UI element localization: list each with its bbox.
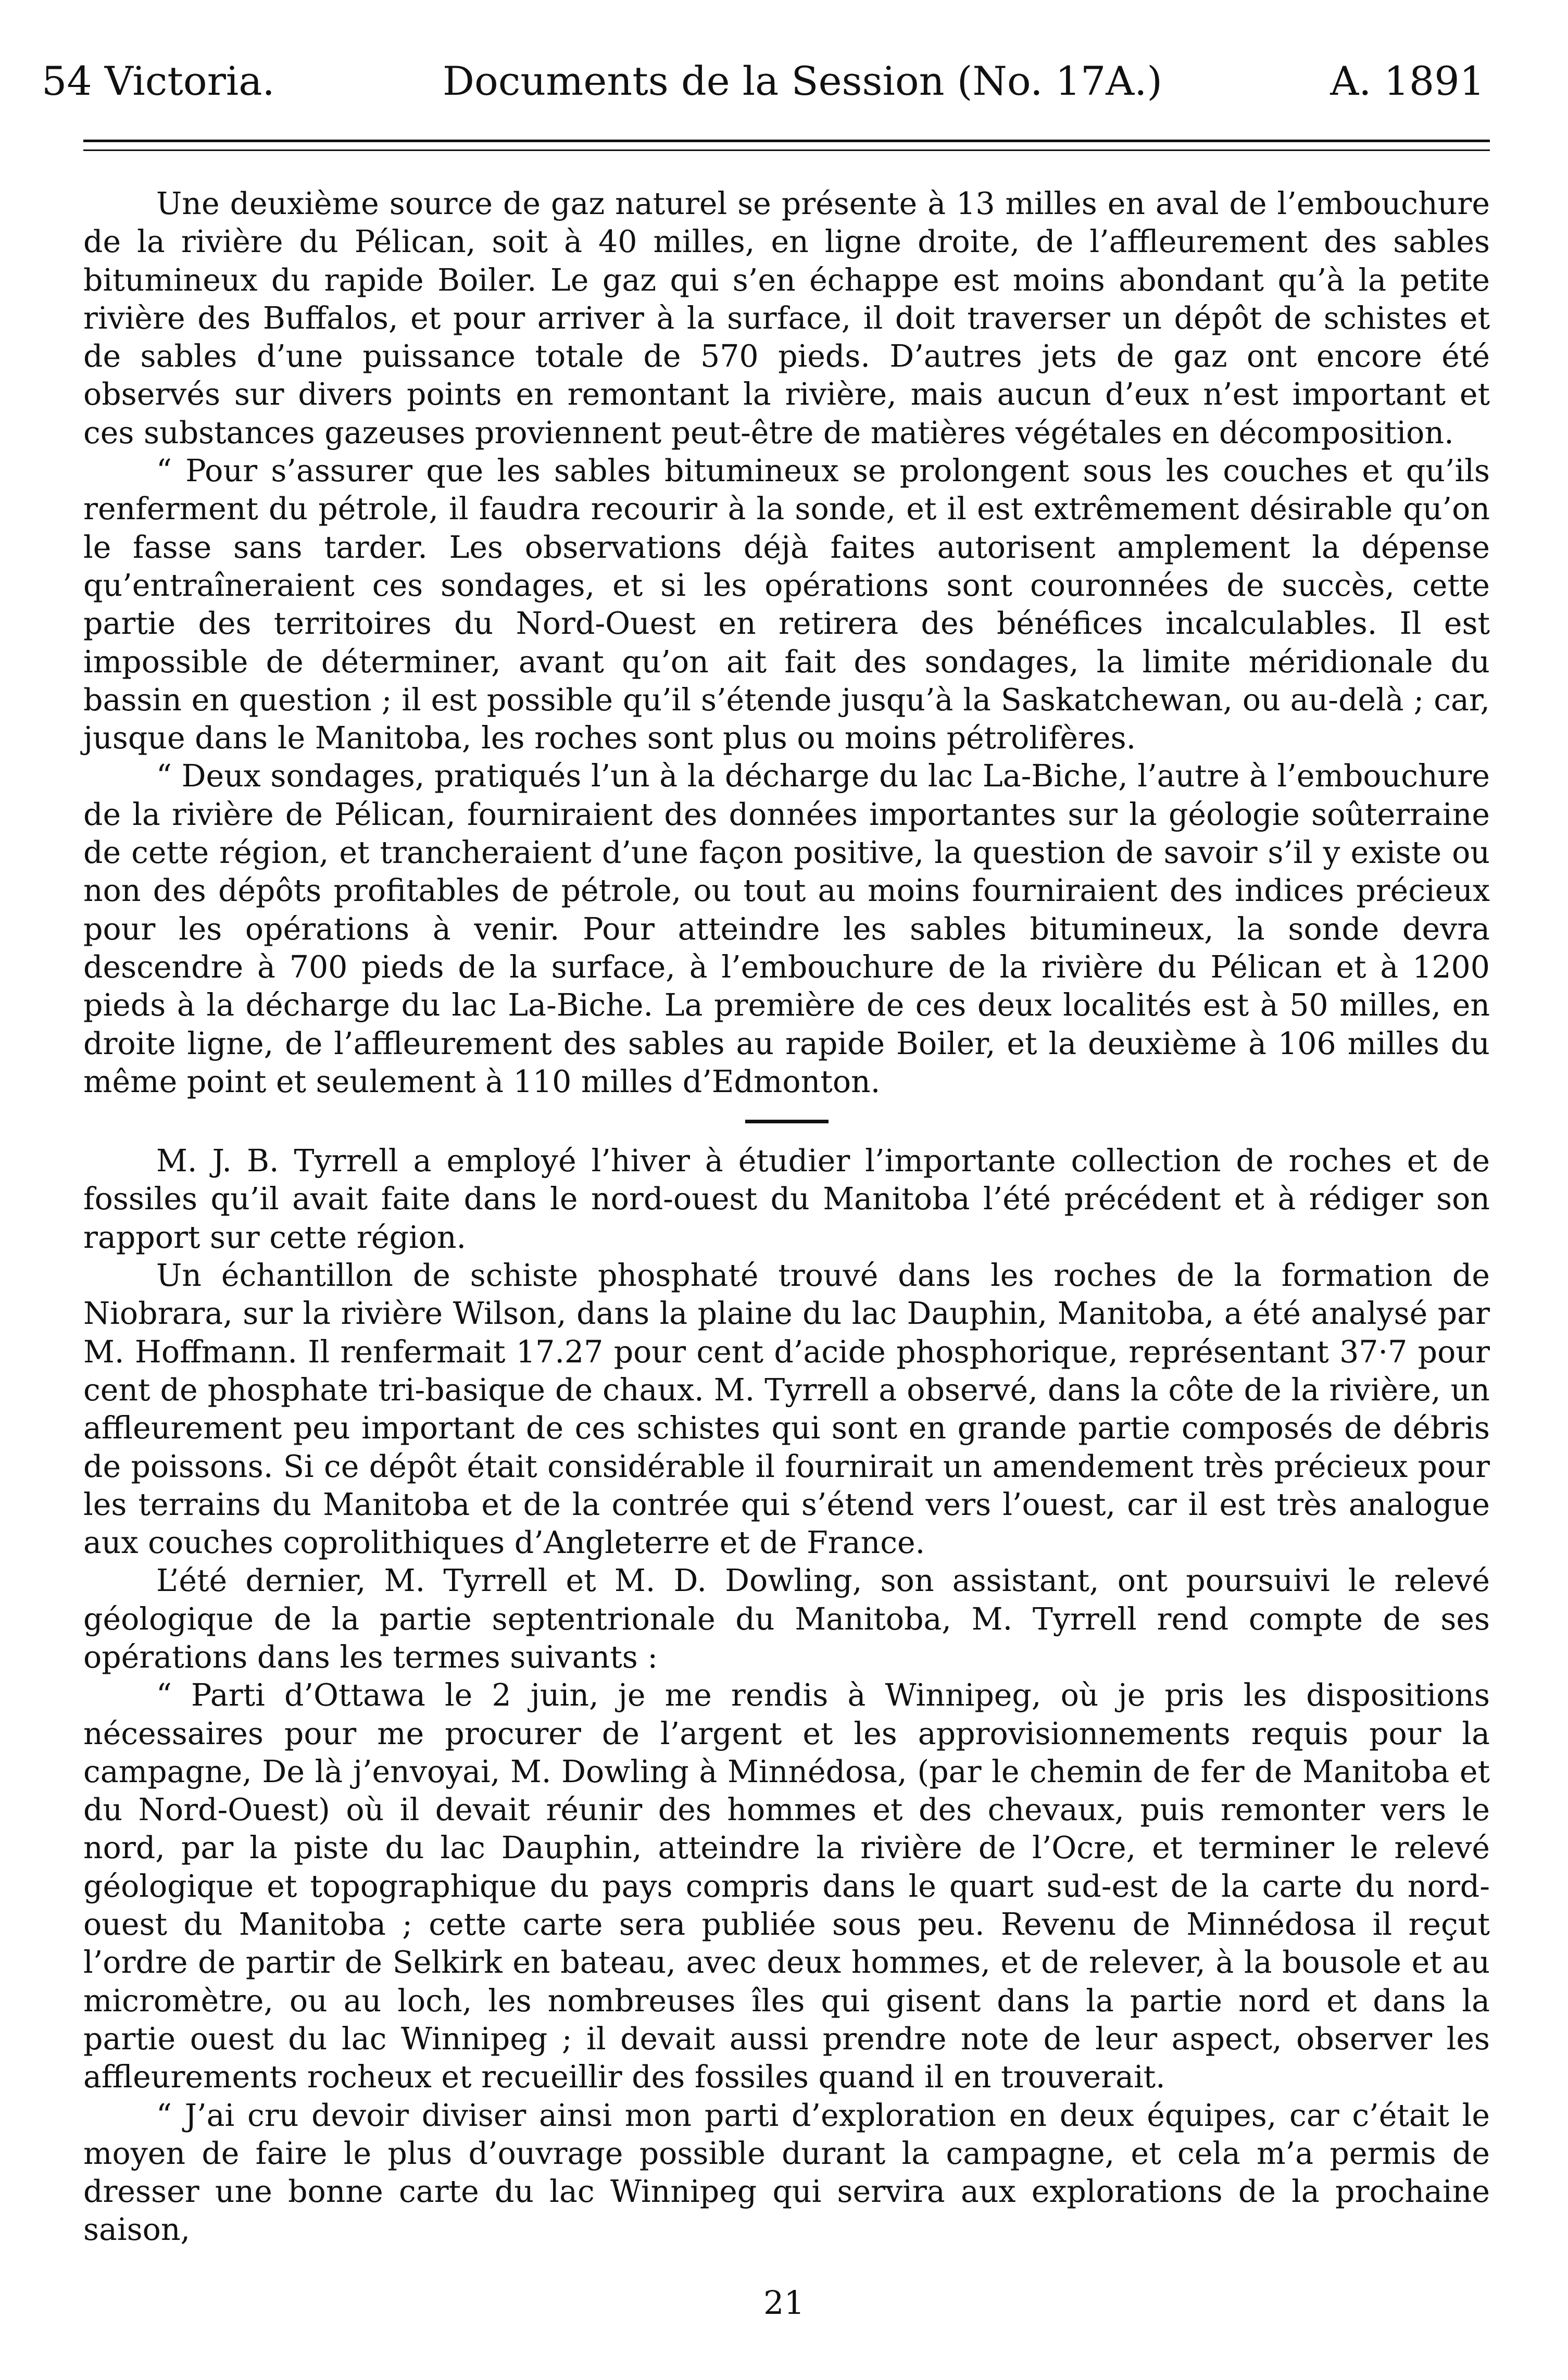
paragraph: L’été dernier, M. Tyrrell et M. D. Dowling, son assistant, ont poursuivi le relevé géologique de la partie septentrionale du Manitoba, M. Tyrrell rend compte de ses opérations dans les termes suivants : <box>83 1563 1490 1675</box>
paragraph: Une deuxième source de gaz naturel se présente à 13 milles en aval de l’embouchure de la rivière du Pélican, soit à 40 milles, en ligne droite, de l’affleurement des sables bitumineux du rapide Boiler. Le gaz qui s’en échappe est moins abondant qu’à la petite rivière des Buffalos, et pour arriver à la surface, il doit traverser un dépôt de schistes et de sables d’une puissance totale de 570 pieds. D’autres jets de gaz ont encore été observés sur divers points en remontant la rivière, mais aucun d’eux n’est important et ces substances gazeuses proviennent peut-être de matières végétales en décomposition. <box>83 186 1490 450</box>
running-header <box>42 49 1485 112</box>
header-double-rule <box>83 140 1490 151</box>
paragraph: “ J’ai cru devoir diviser ainsi mon parti d’exploration en deux équipes, car c’était le moyen de faire le plus d’ouvrage possible durant la campagne, et cela m’a permis de dresser une bonne carte du lac Winnipeg qui servira aux explorations de la prochaine saison, <box>83 2097 1490 2248</box>
paragraph: “ Pour s’assurer que les sables bitumineux se prolongent sous les couches et qu’ils renferment du pétrole, il faudra recourir à la sonde, et il est extrêmement désirable qu’on le fasse sans tarder. Les observations déjà faites autorisent amplement la dépense qu’entraîneraient ces sondages, et si les opérations sont couronnées de succès, cette partie des territoires du Nord-Ouest en retirera des bénéfices incalculables. Il est impossible de déterminer, avant qu’on ait fait des sondages, la limite méridionale du bassin en question ; il est possible qu’il s’étende jusqu’à la Saskatchewan, ou au-delà ; car, jusque dans le Manitoba, les roches sont plus ou moins pétrolifères. <box>83 453 1490 756</box>
header-right: A. 1891 <box>1330 57 1485 104</box>
body-text <box>83 185 1490 2249</box>
paragraph: “ Deux sondages, pratiqués l’un à la décharge du lac La-Biche, l’autre à l’embouchure de la rivière de Pélican, fourniraient des données importantes sur la géologie soûterraine de cette région, et trancheraient d’une façon positive, la question de savoir s’il y existe ou non des dépôts profitables de pétrole, ou tout au moins fourniraient des indices précieux pour les opérations à venir. Pour atteindre les sables bitumineux, la sonde devra descendre à 700 pieds de la surface, à l’embouchure de la rivière du Pélican et à 1200 pieds à la décharge du lac La-Biche. La première de ces deux localités est à 50 milles, en droite ligne, de l’affleurement des sables au rapide Boiler, et la deuxième à 106 milles du même point et seulement à 110 milles d’Edmonton. <box>83 758 1490 1099</box>
paragraph: M. J. B. Tyrrell a employé l’hiver à étudier l’importante collection de roches et de fossiles qu’il avait faite dans le nord-ouest du Manitoba l’été précédent et à rédiger son rapport sur cette région. <box>83 1143 1490 1255</box>
header-center: Documents de la Session (No. 17A.) <box>443 57 1162 104</box>
page-number: 21 <box>763 2284 805 2322</box>
paragraph: Un échantillon de schiste phosphaté trouvé dans les roches de la formation de Niobrara, sur la rivière Wilson, dans la plaine du lac Dauphin, Manitoba, a été analysé par M. Hoffmann. Il renfermait 17.27 pour cent d’acide phosphorique, représentant 37·7 pour cent de phosphate tri-basique de chaux. M. Tyrrell a observé, dans la côte de la rivière, un affleurement peu important de ces schistes qui sont en grande partie composés de débris de poissons. Si ce dépôt était considérable il fournirait un amendement très précieux pour les terrains du Manitoba et de la contrée qui s’étend vers l’ouest, car il est très analogue aux couches coprolithiques d’Angleterre et de France. <box>83 1258 1490 1561</box>
header-left: 54 Victoria. <box>42 57 275 104</box>
section-divider <box>745 1120 829 1123</box>
paragraph: “ Parti d’Ottawa le 2 juin, je me rendis à Winnipeg, où je pris les dispositions nécessaires pour me procurer de l’argent et les approvisionnements requis pour la campagne, De là j’envoyai, M. Dowling à Minnédosa, (par le chemin de fer de Manitoba et du Nord-Ouest) où il devait réunir des hommes et des chevaux, puis remonter vers le nord, par la piste du lac Dauphin, atteindre la rivière de l’Ocre, et terminer le relevé géologique et topographique du pays compris dans le quart sud-est de la carte du nord-ouest du Manitoba ; cette carte sera publiée sous peu. Revenu de Minnédosa il reçut l’ordre de partir de Selkirk en bateau, avec deux hommes, et de relever, à la bousole et au micromètre, ou au loch, les nombreuses îles qui gisent dans la partie nord et dans la partie ouest du lac Winnipeg ; il devait aussi prendre note de leur aspect, observer les affleurements rocheux et recueillir des fossiles quand il en trouverait. <box>83 1677 1490 2095</box>
